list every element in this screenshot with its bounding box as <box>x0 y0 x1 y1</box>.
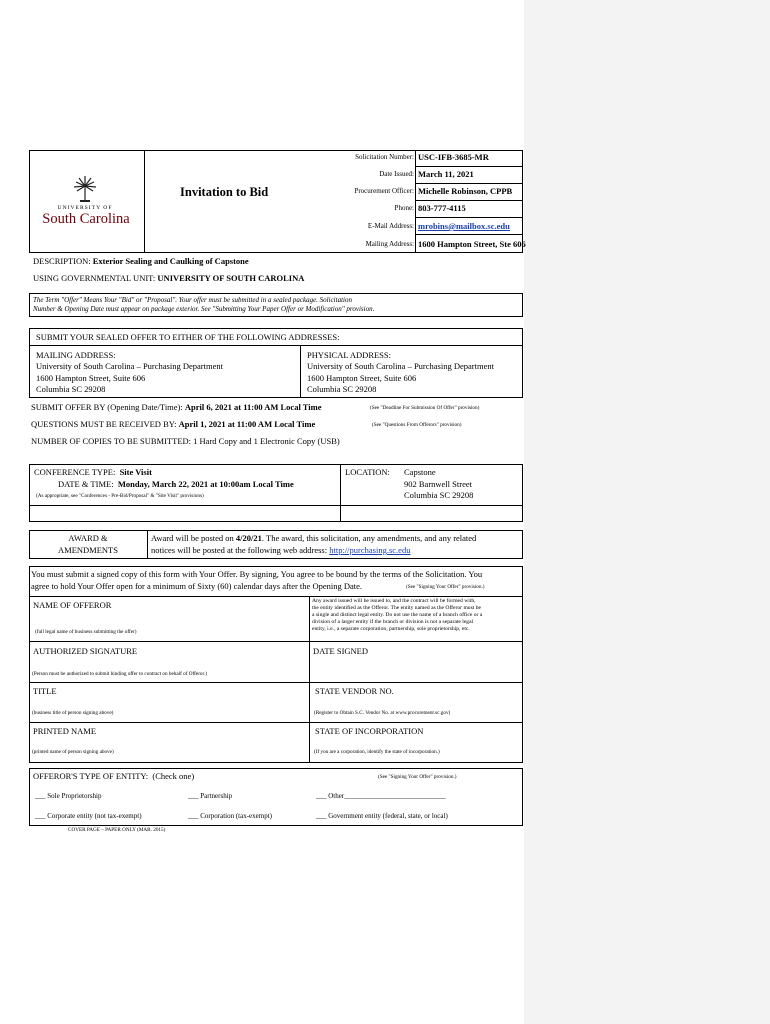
phone-value: 803-777-4115 <box>418 203 466 213</box>
date-issued-value: March 11, 2021 <box>418 169 474 179</box>
state-of-incorporation-field[interactable] <box>311 738 521 749</box>
award-label-line2: AMENDMENTS <box>58 545 118 555</box>
entity-option-sole-proprietorship[interactable]: ___ Sole Proprietorship <box>35 792 102 800</box>
printed-name-label: PRINTED NAME <box>33 726 97 736</box>
name-of-offeror-field[interactable] <box>31 612 307 626</box>
entity-type-note: (See "Signing Your Offer" provision.) <box>378 774 457 780</box>
submit-offer-by: SUBMIT OFFER BY (Opening Date/Time): April 6, 2021 at 11:00 AM Local Time <box>31 402 322 412</box>
description: DESCRIPTION: Exterior Sealing and Caulking of Capstone <box>33 256 249 266</box>
authorized-signature-field[interactable] <box>31 658 307 670</box>
procurement-officer-value: Michelle Robinson, CPPB <box>418 186 513 196</box>
location-line3: Columbia SC 29208 <box>404 490 474 500</box>
entity-type-label: OFFEROR'S TYPE OF ENTITY: (Check one) <box>33 771 195 781</box>
page-title: Invitation to Bid <box>180 185 269 199</box>
mailing-line2: 1600 Hampton Street, Suite 606 <box>36 373 146 383</box>
email-label: E-Mail Address: <box>367 222 414 230</box>
side-panel <box>524 0 770 1024</box>
conference-type: CONFERENCE TYPE: Site Visit <box>34 467 152 477</box>
physical-address-heading: PHYSICAL ADDRESS: <box>307 350 391 360</box>
printed-name-note: (printed name of person signing above) <box>32 749 114 755</box>
location-line2: 902 Barnwell Street <box>404 479 472 489</box>
name-of-offeror-label: NAME OF OFFEROR <box>33 600 112 610</box>
conference-note: (As appropriate, see "Conferences - Pre-Bid/Proposal" & "Site Visit" provisions) <box>36 493 204 499</box>
offer-term-line2: Number & Opening Date must appear on package exterior. See "Submitting Your Paper Offer or Modification" provision. <box>33 305 375 313</box>
entity-option-corporation-tax-exempt[interactable]: ___ Corporation (tax-exempt) <box>188 812 272 820</box>
logo-line-university: UNIVERSITY OF <box>57 205 113 211</box>
phone-label: Phone: <box>394 204 414 212</box>
solicitation-number-label: Solicitation Number: <box>355 153 414 161</box>
physical-line1: University of South Carolina – Purchasing Department <box>307 361 494 371</box>
palmetto-tree-icon <box>70 174 100 204</box>
entity-option-corporate-not-tax-exempt[interactable]: ___ Corporate entity (not tax-exempt) <box>35 812 142 820</box>
entity-option-other[interactable]: ___ Other_____________________________ <box>316 792 446 800</box>
state-of-incorporation-label: STATE OF INCORPORATION <box>315 726 424 736</box>
mailing-address-value: 1600 Hampton Street, Ste 606 <box>418 239 526 249</box>
signing-line2: agree to hold Your Offer open for a minimum of Sixty (60) calendar days after the Opening Date. <box>31 581 363 591</box>
physical-line3: Columbia SC 29208 <box>307 384 377 394</box>
award-text-line1: Award will be posted on 4/20/21. The award, this solicitation, any amendments, and any related <box>151 533 477 543</box>
location-label: LOCATION: <box>345 467 390 477</box>
using-governmental-unit: USING GOVERNMENTAL UNIT: UNIVERSITY OF SOUTH CAROLINA <box>33 273 305 283</box>
procurement-officer-label: Procurement Officer: <box>354 187 414 195</box>
date-signed-field[interactable] <box>311 658 521 680</box>
state-vendor-no-field[interactable] <box>311 698 521 709</box>
title-field[interactable] <box>31 698 307 709</box>
state-vendor-no-note: (Register to Obtain S.C. Vendor No. at www.procurement.sc.gov) <box>314 710 451 716</box>
authorized-signature-label: AUTHORIZED SIGNATURE <box>33 646 138 656</box>
purchasing-website-link[interactable]: http://purchasing.sc.edu <box>329 545 411 555</box>
mailing-line3: Columbia SC 29208 <box>36 384 106 394</box>
solicitation-number-value: USC-IFB-3685-MR <box>418 152 489 162</box>
questions-note: (See "Questions From Offerors" provision) <box>372 422 462 428</box>
title-label: TITLE <box>33 686 57 696</box>
mailing-address-heading: MAILING ADDRESS: <box>36 350 116 360</box>
entity-option-partnership[interactable]: ___ Partnership <box>188 792 233 800</box>
email-link[interactable]: mrobins@mailbox.sc.edu <box>418 221 510 231</box>
submit-offer-note: (See "Deadline For Submission Of Offer" provision) <box>370 405 480 411</box>
state-vendor-no-label: STATE VENDOR NO. <box>315 686 394 696</box>
number-of-copies: NUMBER OF COPIES TO BE SUBMITTED: 1 Hard Copy and 1 Electronic Copy (USB) <box>31 436 340 446</box>
addresses-heading: SUBMIT YOUR SEALED OFFER TO EITHER OF THE FOLLOWING ADDRESSES: <box>36 332 340 342</box>
logo-line-south-carolina: South Carolina <box>42 211 130 227</box>
title-note: (business title of person signing above) <box>32 710 114 716</box>
printed-name-field[interactable] <box>31 738 307 749</box>
mailing-line1: University of South Carolina – Purchasing Department <box>36 361 223 371</box>
mailing-address-label: Mailing Address: <box>365 240 414 248</box>
signing-note: (See "Signing Your Offer" provision.) <box>406 584 485 590</box>
state-of-incorporation-note: (If you are a corporation, identify the state of incorporation.) <box>314 749 440 755</box>
award-text-line2: notices will be posted at the following web address: http://purchasing.sc.edu <box>151 545 411 555</box>
conference-date-time: DATE & TIME: Monday, March 22, 2021 at 10:00am Local Time <box>58 479 294 489</box>
entity-option-government[interactable]: ___ Government entity (federal, state, or local) <box>316 812 448 820</box>
footer-cover-page: COVER PAGE – PAPER ONLY (MAR. 2015) <box>68 827 166 833</box>
authorized-signature-note: (Person must be authorized to submit binding offer to contract on behalf of Offeror.) <box>32 671 207 677</box>
questions-received-by: QUESTIONS MUST BE RECEIVED BY: April 1, 2021 at 11:00 AM Local Time <box>31 419 316 429</box>
award-label-line1: AWARD & <box>68 533 108 543</box>
date-issued-label: Date Issued: <box>379 170 414 178</box>
date-signed-label: DATE SIGNED <box>313 646 369 656</box>
physical-line2: 1600 Hampton Street, Suite 606 <box>307 373 417 383</box>
signing-line1: You must submit a signed copy of this form with Your Offer. By signing, You agree to be bound by the terms of the Solicitation. You <box>31 569 483 579</box>
location-line1: Capstone <box>404 467 436 477</box>
name-of-offeror-note: (full legal name of business submitting the offer) <box>35 629 137 635</box>
offer-term-line1: The Term "Offer" Means Your "Bid" or "Proposal". Your offer must be submitted in a sealed package. Solicitation <box>33 296 352 304</box>
award-entity-notice: Any award issued will be issued to, and the contract will be formed with, the entity identified as the Offeror. The entity named as the Offeror must be a single and distinct legal entity. Do not use the name of a branch office or a division of a larger entity if the branch or division is not a separate legal entity, i.e., a separate corporation, partnership, sole proprietorship, etc. <box>312 598 483 632</box>
